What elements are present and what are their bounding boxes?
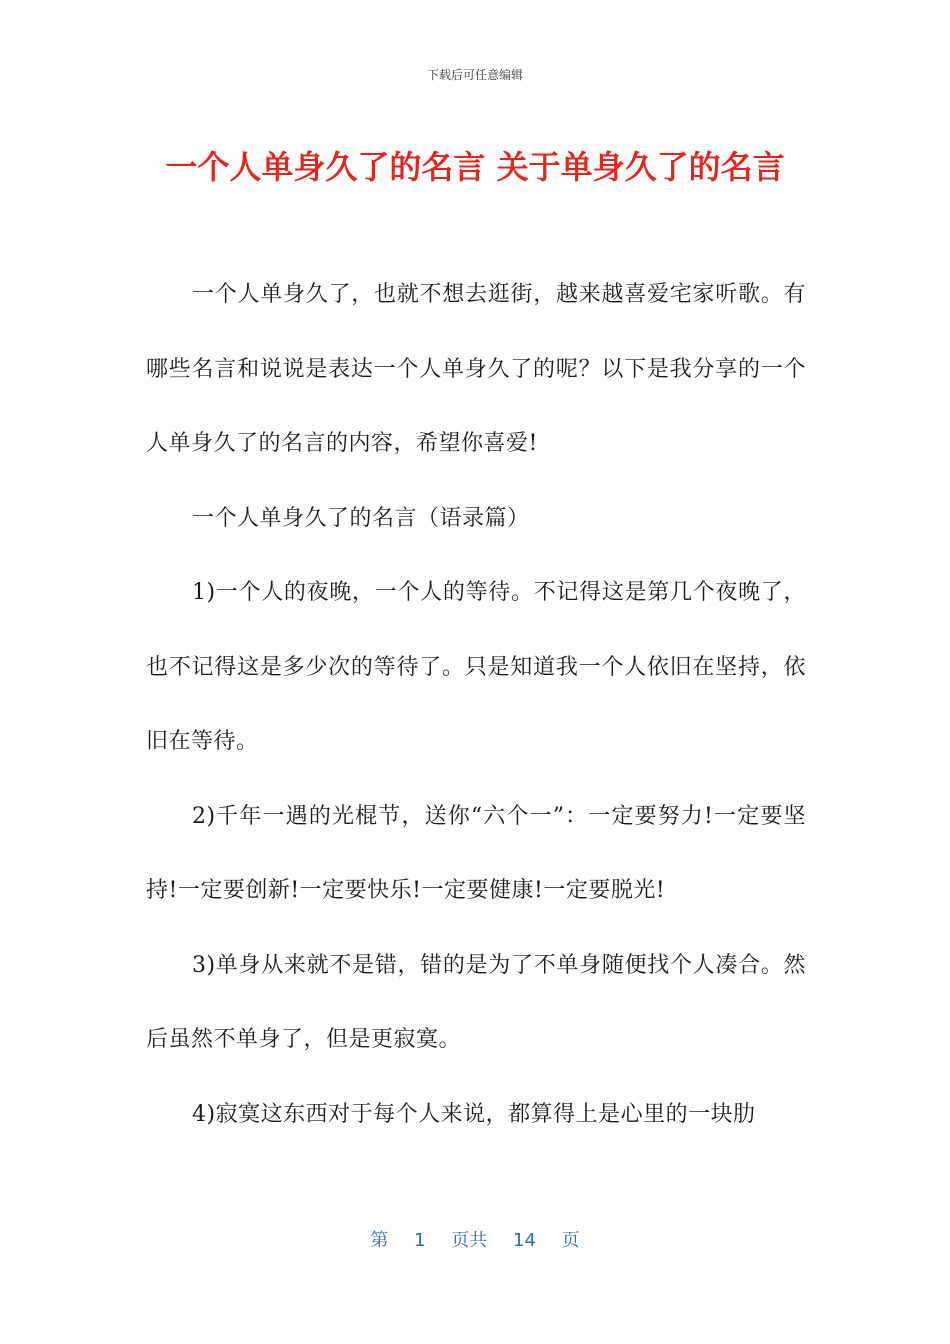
footer-page-number: 1 (414, 1230, 426, 1251)
paragraph-quote-1: 1)一个人的夜晚，一个人的等待。不记得这是第几个夜晚了，也不记得这是多少次的等待了。只是知道我一个人依旧在坚持，依旧在等待。 (146, 580, 806, 754)
paragraph-section-heading: 一个人单身久了的名言（语录篇） (192, 505, 530, 531)
document-body (146, 258, 806, 1152)
footer-prefix: 第 (370, 1230, 389, 1251)
paragraph-quote-3: 3)单身从来就不是错，错的是为了不单身随便找个人凑合。然后虽然不单身了，但是更寂寞。 (146, 952, 806, 1052)
header-note: 下载后可任意编辑 (426, 68, 523, 82)
paragraph-intro: 一个人单身久了，也就不想去逛街，越来越喜爱宅家听歌。有哪些名言和说说是表达一个人单身久了的呢？以下是我分享的一个人单身久了的名言的内容，希望你喜爱! (146, 282, 806, 456)
footer-middle: 页共 (451, 1230, 488, 1251)
footer-suffix: 页 (561, 1230, 580, 1251)
footer-total-pages: 14 (513, 1230, 536, 1251)
document-title: 一个人单身久了的名言 关于单身久了的名言 (165, 148, 785, 186)
paragraph-quote-4: 4)寂寞这东西对于每个人来说，都算得上是心里的一块肋 (192, 1101, 756, 1127)
paragraph-quote-2: 2)千年一遇的光棍节，送你“六个一”：一定要努力!一定要坚持!一定要创新!一定要快乐!一定要健康!一定要脱光! (146, 803, 806, 903)
page-footer (0, 1226, 950, 1252)
